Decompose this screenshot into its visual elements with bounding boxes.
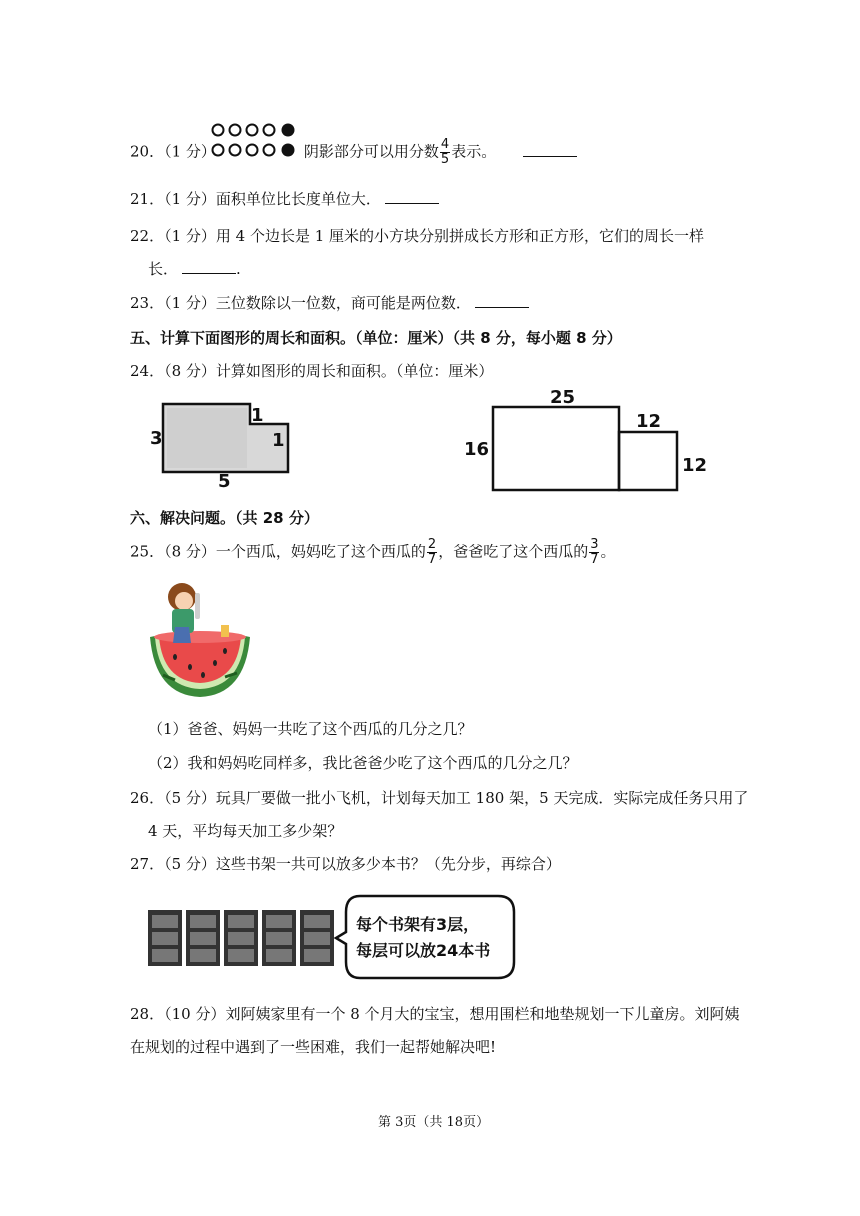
- fig1-bottom-label: 5: [218, 471, 231, 488]
- fig2-small-top-label: 12: [636, 411, 662, 432]
- question-20: [130, 138, 577, 167]
- question-26-line2: 4 天，平均每天加工多少架？: [148, 822, 343, 840]
- fig1-notch-label: 1: [251, 405, 264, 426]
- page-footer: 第 3页（共 18页）: [378, 1115, 490, 1130]
- question-22-line2: 长． .: [148, 260, 241, 278]
- question-24: 24．（8 分）计算如图形的周长和面积。（单位：厘米）: [130, 362, 494, 380]
- question-25: 25．（8 分）一个西瓜，妈妈吃了这个西瓜的 $\frac{2}{7}$ ，爸爸吃了这个西瓜的 $\frac{3}{7}$ 。: [130, 537, 616, 567]
- q21-text: 21．（1 分）面积单位比长度单位大．: [130, 190, 381, 208]
- answer-blank[interactable]: [523, 142, 577, 157]
- question-28-line1: 28．（10 分）刘阿姨家里有一个 8 个月大的宝宝，想用围栏和地垫规划一下儿童房。刘阿姨: [130, 1005, 740, 1023]
- q20-fraction: $\frac{4}{5}$: [440, 137, 450, 167]
- bubble-line-1: 每个书架有3层，: [356, 915, 480, 934]
- answer-blank[interactable]: [385, 189, 439, 204]
- girl-watermelon-illustration: [145, 577, 255, 703]
- fig2-left-label: 16: [464, 439, 490, 460]
- fig2-top-label: 25: [550, 387, 576, 408]
- question-21: [130, 188, 439, 209]
- question-27: 27．（5 分）这些书架一共可以放多少本书？（先分步，再综合）: [130, 855, 561, 873]
- section-6-title: 六、解决问题。（共 28 分）: [130, 509, 319, 527]
- q20-text-after: 表示。: [451, 142, 497, 161]
- bubble-line-2: 每层可以放24本书: [356, 941, 491, 960]
- bookshelves-illustration: [148, 892, 520, 988]
- q24-figure-1: [148, 398, 298, 492]
- question-28-line2: 在规划的过程中遇到了一些困难，我们一起帮她解决吧!: [130, 1038, 497, 1056]
- q25-fraction-1: $\frac{2}{7}$: [427, 537, 437, 567]
- answer-blank[interactable]: [182, 259, 236, 274]
- fig1-left-label: 3: [150, 428, 163, 449]
- q25-sub-1: （1）爸爸、妈妈一共吃了这个西瓜的几分之几？: [148, 720, 473, 738]
- q20-text-before: 阴影部分可以用分数: [303, 142, 439, 161]
- fig1-right-label: 1: [272, 430, 285, 451]
- q25-fraction-2: $\frac{3}{7}$: [590, 537, 599, 567]
- q25-sub-2: （2）我和妈妈吃同样多，我比爸爸少吃了这个西瓜的几分之几？: [148, 754, 578, 772]
- answer-blank[interactable]: [475, 293, 529, 308]
- section-5-title: 五、计算下面图形的周长和面积。（单位：厘米）（共 8 分，每小题 8 分）: [130, 329, 622, 347]
- question-22-line1: 22．（1 分）用 4 个边长是 1 厘米的小方块分别拼成长方形和正方形，它们的周长一样: [130, 227, 705, 245]
- bookshelf-icon: [148, 910, 334, 966]
- q24-figure-2: [460, 383, 710, 502]
- q20-prefix: 20．（1 分）: [130, 142, 216, 161]
- fig2-small-right-label: 12: [682, 455, 708, 476]
- question-26-line1: 26．（5 分）玩具厂要做一批小飞机，计划每天加工 180 架，5 天完成．实际完成任务只用了: [130, 789, 749, 807]
- question-23: 23．（1 分）三位数除以一位数，商可能是两位数．: [130, 292, 529, 313]
